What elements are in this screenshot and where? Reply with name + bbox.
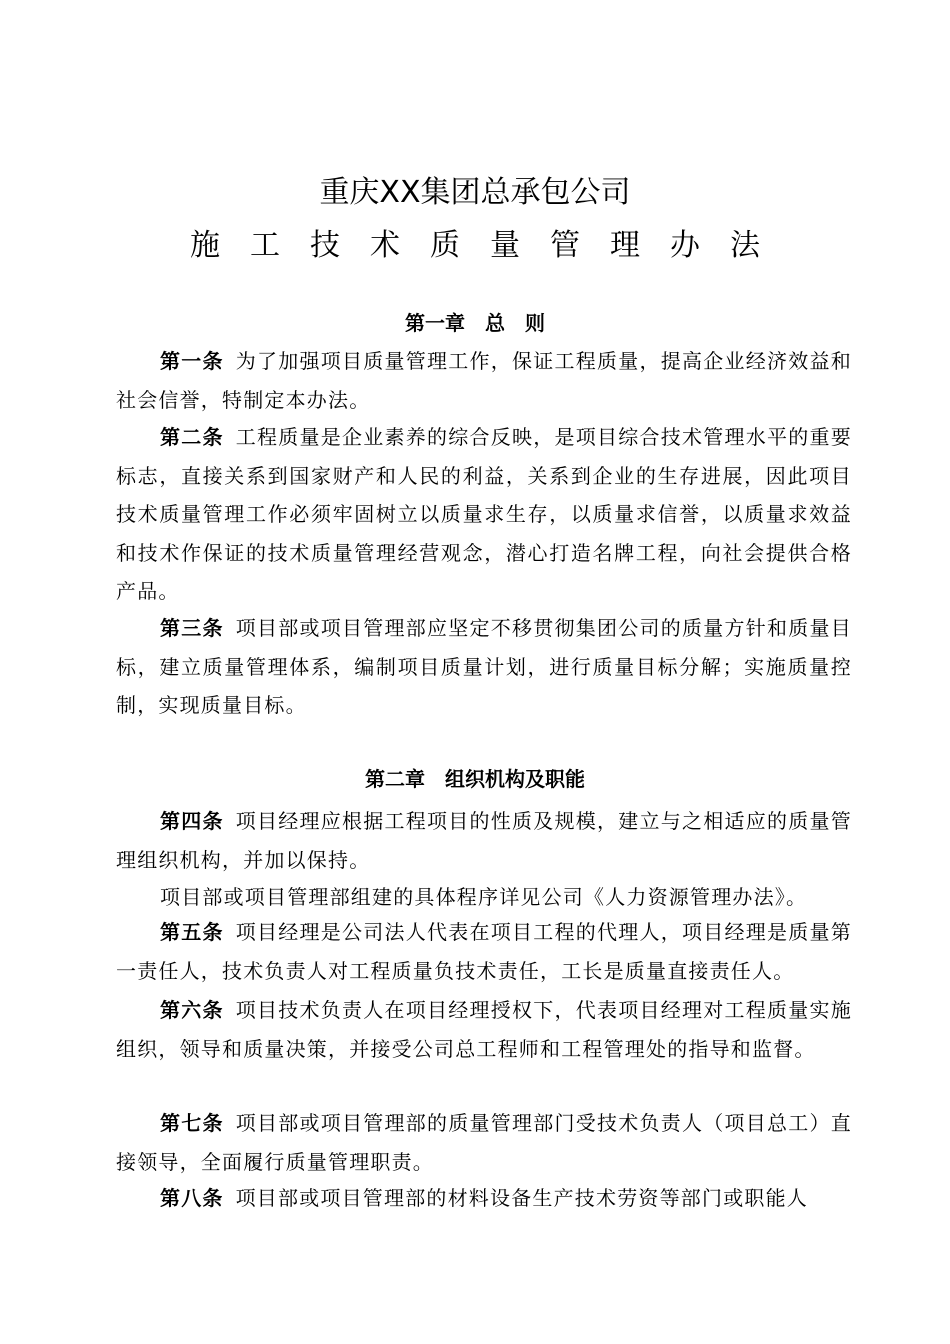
article-text: 工程质量是企业素养的综合反映，是项目综合技术管理水平的重要标志，直接关系到国家财产和人民的利益，关系到企业的生存进展，因此项目技术质量管理工作必须牢固树立以质量求生存，以质量求信誉，以质量求效益和技术作保证的技术质量管理经营观念，潜心打造名牌工程，向社会提供合格产品。 [116,425,852,603]
article-label: 第一条 [160,349,224,373]
article-8 [116,1179,852,1218]
chapter-1-heading: 第一章 总 则 [405,311,545,335]
article-text: 项目部或项目管理部组建的具体程序详见公司《人力资源管理办法》。 [160,885,808,909]
article-2 [116,418,852,611]
article-label: 第七条 [160,1111,224,1135]
article-4-note [116,878,852,917]
document-title-regulation: 施工技术质量管理办法 [190,228,790,263]
article-3 [116,609,852,725]
article-4 [116,802,852,879]
article-text: 项目部或项目管理部的质量管理部门受技术负责人（项目总工）直接领导，全面履行质量管理职责。 [116,1111,852,1174]
article-text: 项目部或项目管理部的材料设备生产技术劳资等部门或职能人 [235,1186,809,1210]
article-7 [116,1104,852,1181]
chapter-2-heading: 第二章 组织机构及职能 [365,767,585,791]
article-text: 项目经理是公司法人代表在项目工程的代理人，项目经理是质量第一责任人，技术负责人对工程质量负技术责任，工长是质量直接责任人。 [116,920,852,983]
article-label: 第二条 [160,425,224,449]
document-title-company: 重庆XX集团总承包公司 [319,175,631,210]
article-text: 项目部或项目管理部应坚定不移贯彻集团公司的质量方针和质量目标，建立质量管理体系，编制项目质量计划，进行质量目标分解；实施质量控制，实现质量目标。 [116,616,852,717]
article-label: 第三条 [160,616,224,640]
article-1 [116,342,852,419]
article-text: 项目经理应根据工程项目的性质及规模，建立与之相适应的质量管理组织机构，并加以保持。 [116,809,852,872]
article-label: 第四条 [160,809,224,833]
article-text: 项目技术负责人在项目经理授权下，代表项目经理对工程质量实施组织，领导和质量决策，并接受公司总工程师和工程管理处的指导和监督。 [116,998,852,1061]
article-6 [116,991,852,1068]
article-5 [116,913,852,990]
article-label: 第八条 [160,1186,224,1210]
article-text: 为了加强项目质量管理工作，保证工程质量，提高企业经济效益和社会信誉，特制定本办法。 [116,349,852,412]
article-label: 第五条 [160,920,224,944]
article-label: 第六条 [160,998,224,1022]
